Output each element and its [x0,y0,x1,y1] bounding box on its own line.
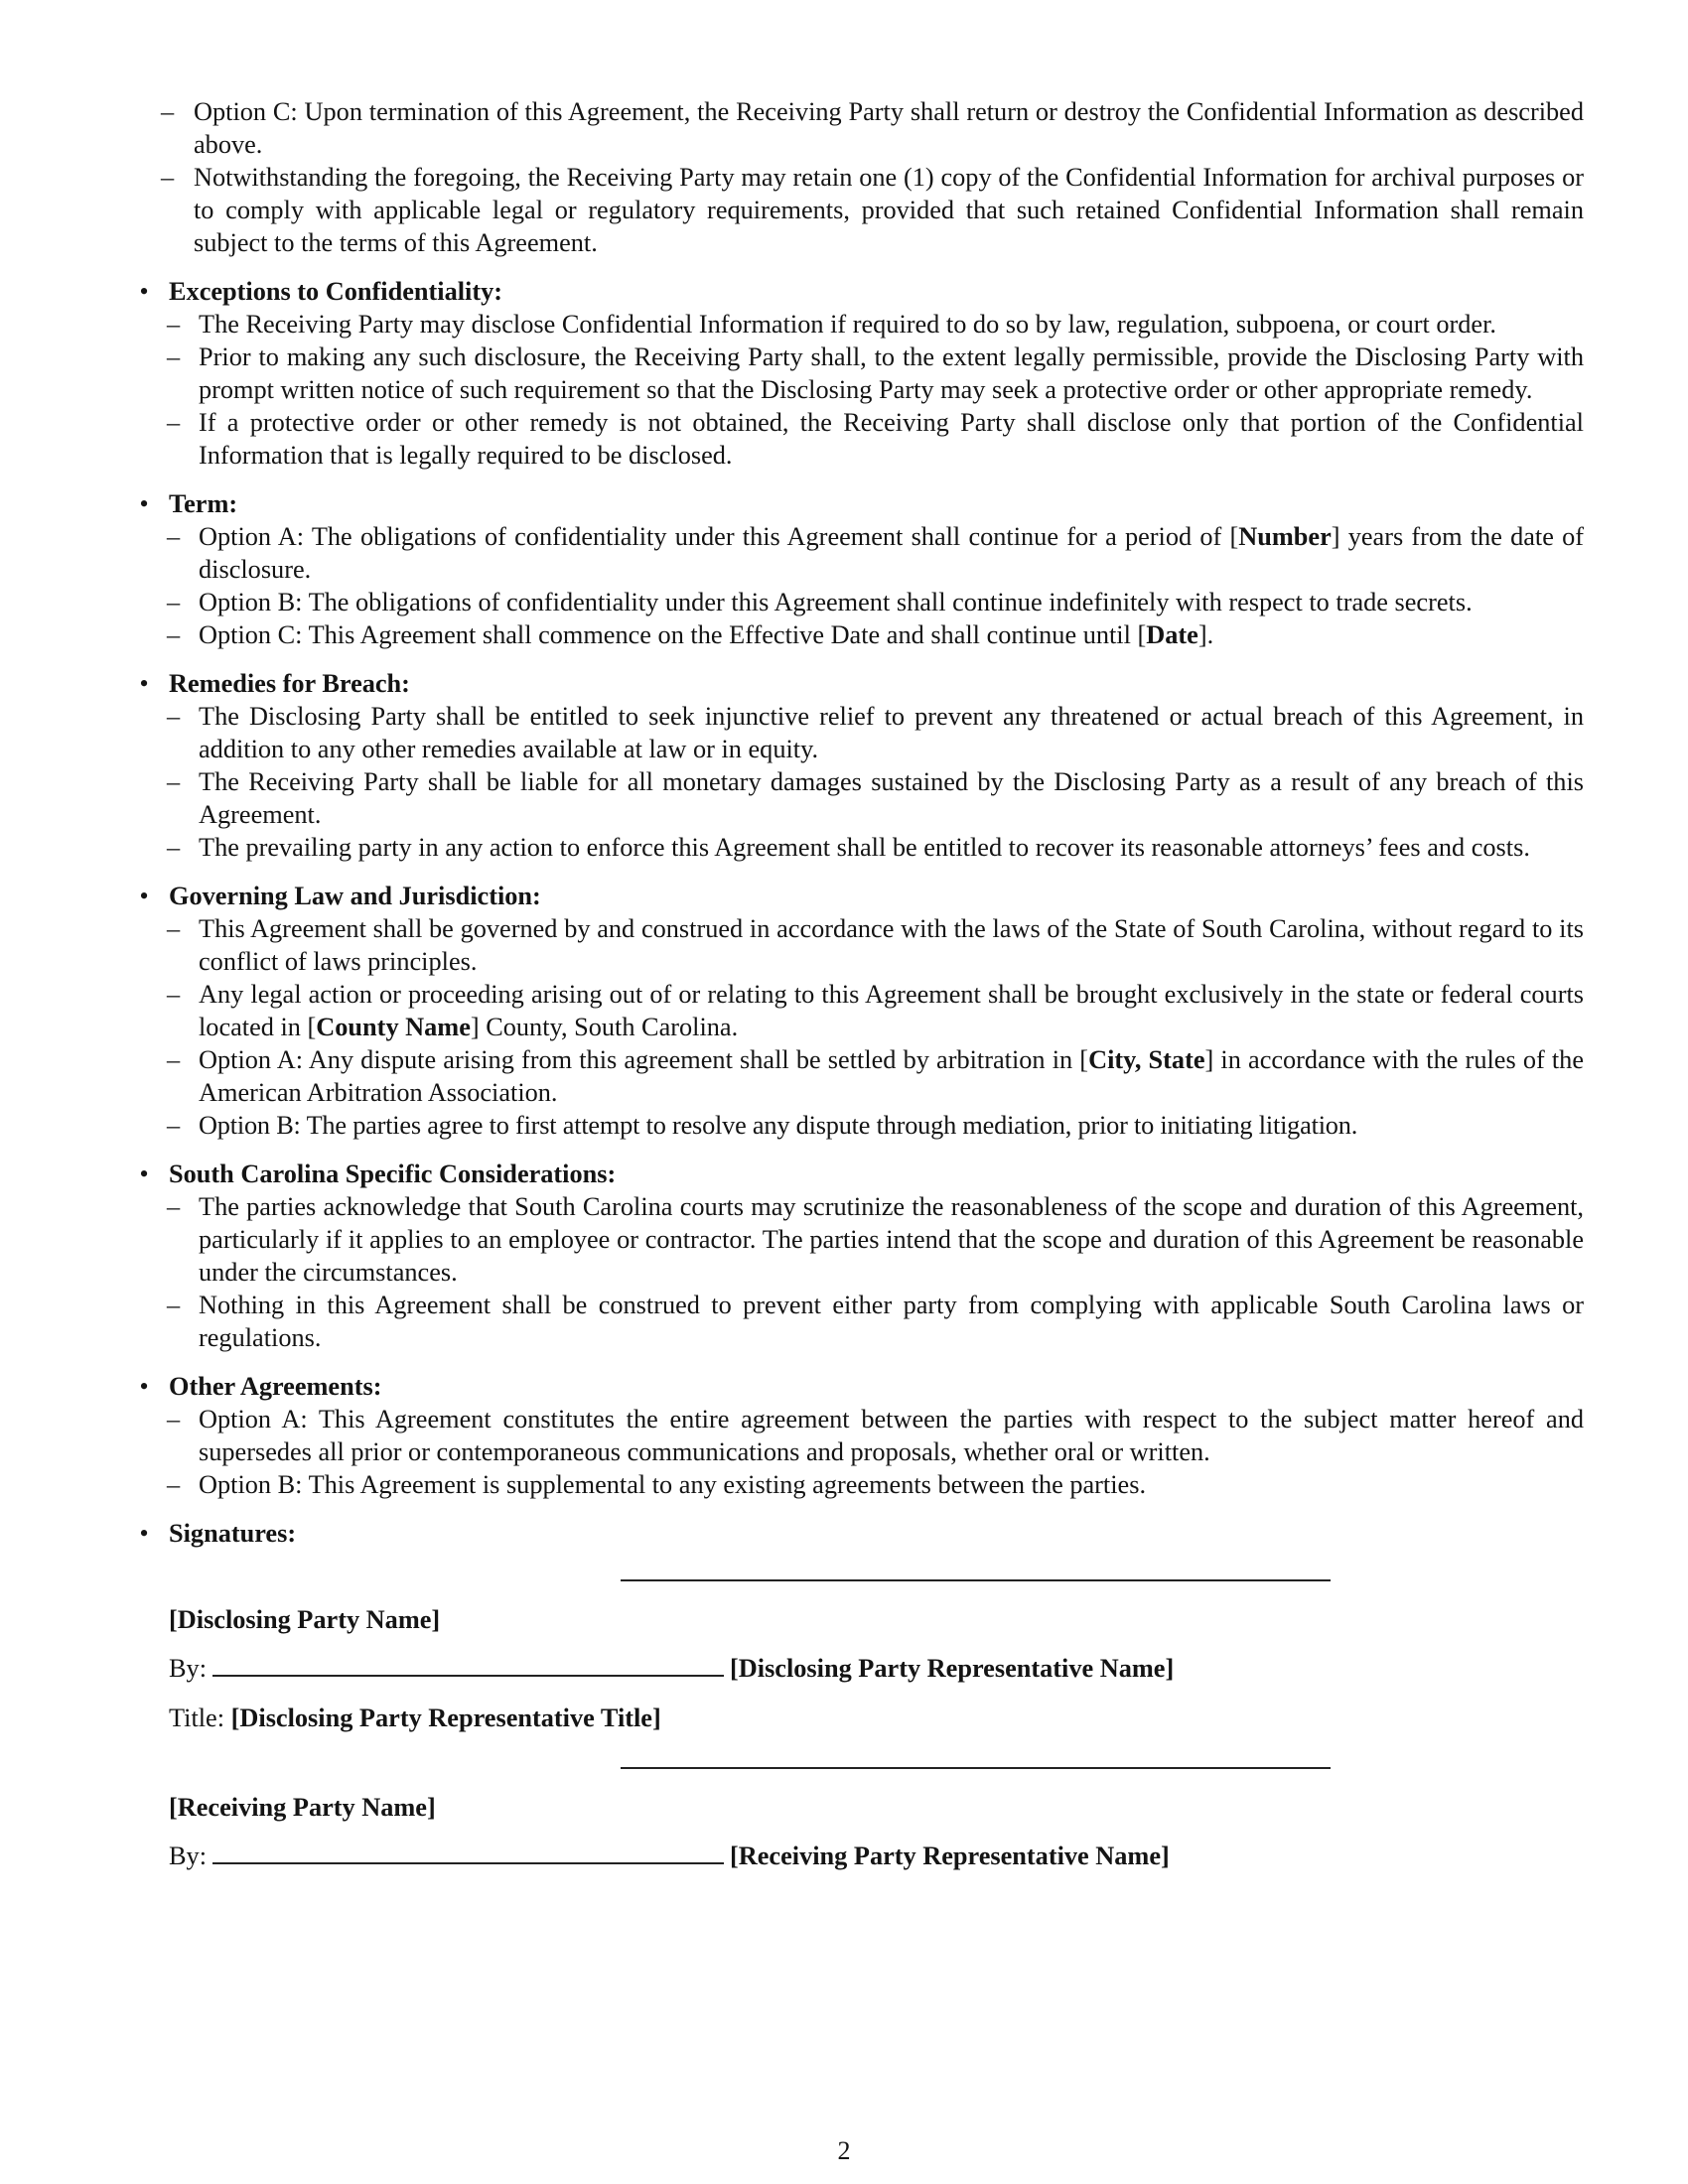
bullet-icon: • [139,1160,149,1188]
section-heading: Exceptions to Confidentiality: [169,277,503,306]
list-item: – The parties acknowledge that South Carolina courts may scrutinize the reasonableness of the scope and duration of this Agreement, particularly if it applies to an employee or contractor. The parties intend that the scope and duration of this Agreement be reasonable under the circumstances. [167,1192,1584,1287]
receiving-party-name: [Receiving Party Name] [169,1793,436,1822]
list-item: – If a protective order or other remedy is not obtained, the Receiving Party shall disclose only that portion of the Confidential Information that is legally required to be disclosed. [167,408,1584,470]
list-item: – Nothing in this Agreement shall be construed to prevent either party from complying with applicable South Carolina laws or regulations. [167,1291,1584,1352]
page-number: 2 [837,2136,851,2165]
list-item: – The Disclosing Party shall be entitled to seek injunctive relief to prevent any threatened or actual breach of this Agreement, in addition to any other remedies available at law or in equity. [167,702,1584,763]
placeholder-county: County Name [316,1013,471,1041]
signature-field[interactable] [212,1653,724,1677]
list-item: – The Receiving Party shall be liable for all monetary damages sustained by the Disclosing Party as a result of any breach of this Agreement. [167,767,1584,829]
signature-line [621,1767,1331,1769]
list-item: – Notwithstanding the foregoing, the Receiving Party may retain one (1) copy of the Confidential Information for archival purposes or to comply with applicable legal or regulatory requirements, provided that such retained Confidential Information shall remain subject to the terms of this Agreement. [161,163,1584,257]
list-item: – Option B: The obligations of confidentiality under this Agreement shall continue indefinitely with respect to trade secrets. [167,588,1473,616]
disclosing-by-line: By: [Disclosing Party Representative Name] [169,1654,1175,1683]
placeholder-number: Number [1238,522,1332,551]
section-heading: South Carolina Specific Considerations: [169,1160,617,1188]
signature-block [134,1579,1584,1872]
list-item: – This Agreement shall be governed by and construed in accordance with the laws of the State of South Carolina, without regard to its conflict of laws principles. [167,914,1584,976]
bullet-icon: • [139,1372,149,1401]
section-term [134,487,1584,651]
list-item: – Option B: The parties agree to first attempt to resolve any dispute through mediation, prior to initiating litigation. [167,1111,1358,1140]
list-item: – Any legal action or proceeding arising out of or relating to this Agreement shall be brought exclusively in the state or federal courts located in [County Name] County, South Carolina. [167,980,1584,1041]
list-item: – Option C: This Agreement shall commence on the Effective Date and shall continue until [Date]. [167,620,1214,649]
list-item: – The prevailing party in any action to enforce this Agreement shall be entitled to recover its reasonable attorneys’ fees and costs. [167,833,1530,862]
section-heading: Signatures: [169,1519,297,1548]
bullet-icon: • [139,277,149,306]
list-item: – Prior to making any such disclosure, the Receiving Party shall, to the extent legally permissible, provide the Disclosing Party with prompt written notice of such requirement so that the Disclosing Party may seek a protective order or other appropriate remedy. [167,342,1584,404]
bullet-icon: • [139,669,149,698]
list-item: – Option A: Any dispute arising from this agreement shall be settled by arbitration in [City, State] in accordance with the rules of the American Arbitration Association. [167,1045,1584,1107]
section-heading: Other Agreements: [169,1372,382,1401]
list-item: – Option A: This Agreement constitutes the entire agreement between the parties with respect to the subject matter hereof and supersedes all prior or contemporaneous communications and proposals, whether oral or written. [167,1405,1584,1466]
section-heading: Remedies for Breach: [169,669,410,698]
section-other-agreements [134,1370,1584,1501]
bullet-icon: • [139,489,149,518]
signature-field[interactable] [212,1841,724,1864]
section-remedies [134,667,1584,864]
section-exceptions [134,275,1584,472]
list-item: – Option C: Upon termination of this Agreement, the Receiving Party shall return or destroy the Confidential Information as described above. [161,97,1584,159]
section-south-carolina [134,1158,1584,1354]
section-heading: Term: [169,489,238,518]
bullet-icon: • [139,882,149,910]
agreement-body [134,95,1584,1872]
placeholder-date: Date [1146,620,1198,649]
section-governing-law [134,880,1584,1142]
section-heading: Governing Law and Jurisdiction: [169,882,541,910]
disclosing-party-name: [Disclosing Party Name] [169,1605,441,1634]
receiving-by-line: By: [Receiving Party Representative Name] [169,1842,1170,1870]
list-item: – Option B: This Agreement is supplemental to any existing agreements between the parties. [167,1470,1147,1499]
list-item: – The Receiving Party may disclose Confidential Information if required to do so by law, regulation, subpoena, or court order. [167,310,1496,339]
placeholder-city-state: City, State [1088,1045,1205,1074]
bullet-icon: • [139,1519,149,1548]
signature-line [621,1579,1331,1581]
disclosing-title-line: Title: [Disclosing Party Representative Title] [169,1704,661,1732]
list-item: – Option A: The obligations of confidentiality under this Agreement shall continue for a period of [Number] years from the date of disclosure. [167,522,1584,584]
continued-list [134,95,1584,259]
section-signatures [134,1517,1584,1550]
